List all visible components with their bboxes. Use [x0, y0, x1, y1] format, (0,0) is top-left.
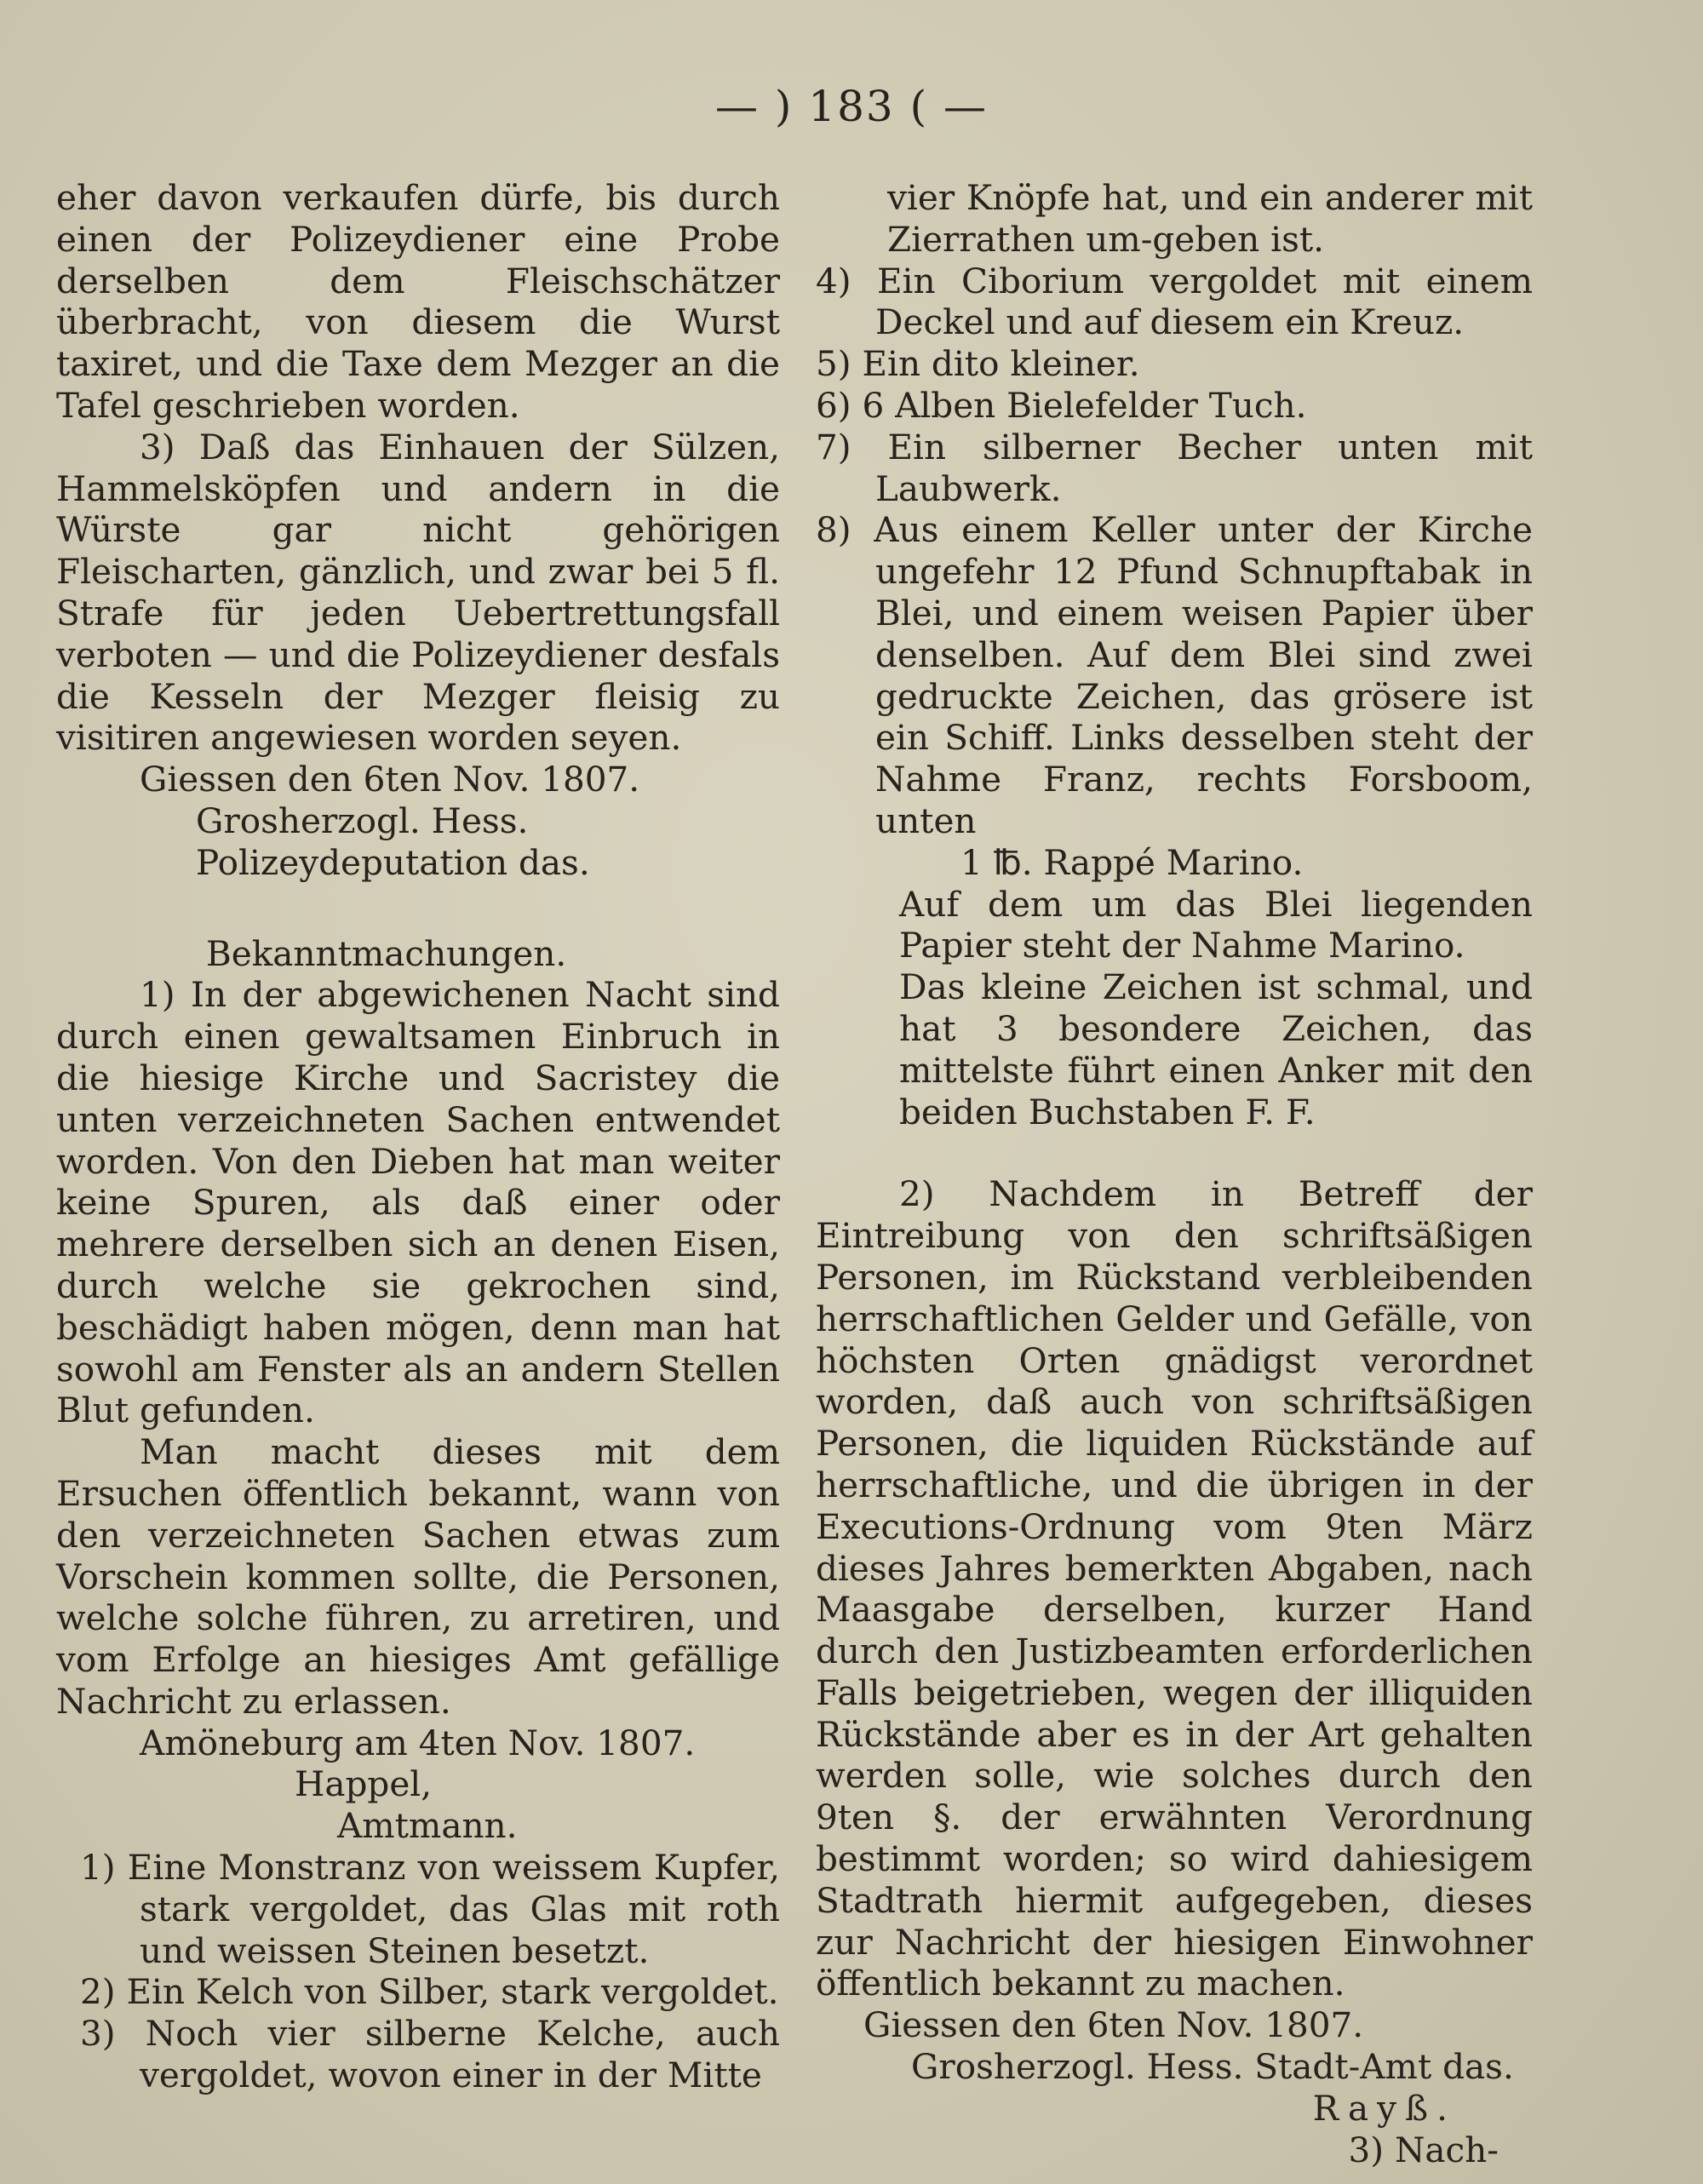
paragraph-continued: eher davon verkaufen dürfe, bis durch einen der Polizeydiener eine Probe derselben dem Fleischschätzer überbracht, von diesem die Wurst taxiret, und die Taxe dem Mezger an die Tafel geschrieben worden.: [56, 177, 780, 426]
paragraph-request: Man macht dieses mit dem Ersuchen öffentlich bekannt, wann von den verzeichneten Sachen etwas zum Vorschein kommen sollte, die Personen, welche solche führen, zu arretiren, und vom Erfolge an hiesiges Amt gefällige Nachricht zu erlassen.: [56, 1431, 780, 1722]
left-column: [56, 177, 780, 2096]
place-date: Giessen den 6ten Nov. 1807.: [863, 2004, 1364, 2046]
paragraph-arrears: 2) Nachdem in Betreff der Eintreibung von den schriftsäßigen Personen, im Rückstand verbleibenden herrschaftlichen Gelder und Gefälle, von höchsten Orten gnädigst verordnet worden, daß auch von schriftsäßigen Personen, die liquiden Rückstände auf herrschaftliche, und die übrigen in der Executions-Ordnung vom 9ten März dieses Jahres bemerkten Abgaben, nach Maasgabe derselben, kurzer Hand durch den Justizbeamten erforderlichen Falls beigetrieben, wegen der illiquiden Rückstände aber es in der Art gehalten werden solle, wie solches durch den 9ten §. der erwähnten Verordnung bestimmt worden; so wird dahiesigem Stadtrath hiermit aufgegeben, dieses zur Nachricht der hiesigen Einwohner öffentlich bekannt zu machen.: [816, 1173, 1533, 2004]
paragraph-burglary: 1) In der abgewichenen Nacht sind durch einen gewaltsamen Einbruch in die hiesige Kirche und Sacristey die unten verzeichneten Sachen entwendet worden. Von den Dieben hat man weiter keine Spuren, als daß einer oder mehrere derselben sich an denen Eisen, durch welche sie gekrochen sind, beschädigt haben mögen, denn man hat sowohl am Fenster als an andern Stellen Blut gefunden.: [56, 974, 780, 1431]
list-item: 5) Ein dito kleiner.: [816, 343, 1140, 385]
small-sign-note: Das kleine Zeichen ist schmal, und hat 3 besondere Zeichen, das mittelste führt einen Anker mit den beiden Buchstaben F. F.: [899, 966, 1533, 1132]
tobacco-label: 1 ℔. Rappé Marino.: [960, 841, 1304, 883]
list-item: 7) Ein silberner Becher unten mit Laubwerk.: [816, 426, 1533, 509]
catchword: 3) Nach-: [1348, 2129, 1499, 2170]
right-column: [816, 177, 1533, 2170]
paper-note: Auf dem um das Blei liegenden Papier steht der Nahme Marino.: [899, 883, 1533, 966]
signer-name: Rayß.: [1312, 2087, 1456, 2129]
place-date: Amöneburg am 4ten Nov. 1807.: [140, 1722, 696, 1763]
section-heading: Bekanntmachungen.: [206, 932, 567, 974]
list-item: 4) Ein Ciborium vergoldet mit einem Deckel und auf diesem ein Kreuz.: [816, 260, 1533, 343]
issuing-authority: Grosherzogl. Hess. Polizeydeputation das.: [196, 800, 590, 883]
issuing-authority: Grosherzogl. Hess. Stadt-Amt das.: [911, 2046, 1514, 2088]
paragraph-sausage-rule: 3) Daß das Einhauen der Sülzen, Hammelsköpfen und andern in die Würste gar nicht gehörigen Fleischarten, gänzlich, und zwar bei 5 fl. Strafe für jeden Uebertrettungsfall verboten — und die Polizeydiener desfals die Kesseln der Mezger fleisig zu visitiren angewiesen worden seyen.: [56, 426, 780, 759]
page-number: — ) 183 ( —: [714, 82, 989, 131]
list-item: 6) 6 Alben Bielefelder Tuch.: [816, 384, 1307, 426]
list-item: 8) Aus einem Keller unter der Kirche ungefehr 12 Pfund Schnupftabak in Blei, und einem weisen Papier über denselben. Auf dem Blei sind zwei gedruckte Zeichen, das grösere ist ein Schiff. Links desselben steht der Nahme Franz, rechts Forsboom, unten: [816, 509, 1533, 841]
signer-title: Amtmann.: [337, 1805, 518, 1847]
list-item-continued: vier Knöpfe hat, und ein anderer mit Zierrathen um-geben ist.: [887, 177, 1533, 260]
list-item: 2) Ein Kelch von Silber, stark vergoldet.: [80, 1971, 779, 2013]
signer-name: Happel,: [295, 1763, 433, 1805]
place-date: Giessen den 6ten Nov. 1807.: [140, 759, 640, 800]
list-item: 1) Eine Monstranz von weissem Kupfer, stark vergoldet, das Glas mit roth und weissen Steinen besetzt.: [80, 1847, 780, 1971]
list-item: 3) Noch vier silberne Kelche, auch vergoldet, wovon einer in der Mitte: [80, 2013, 780, 2096]
